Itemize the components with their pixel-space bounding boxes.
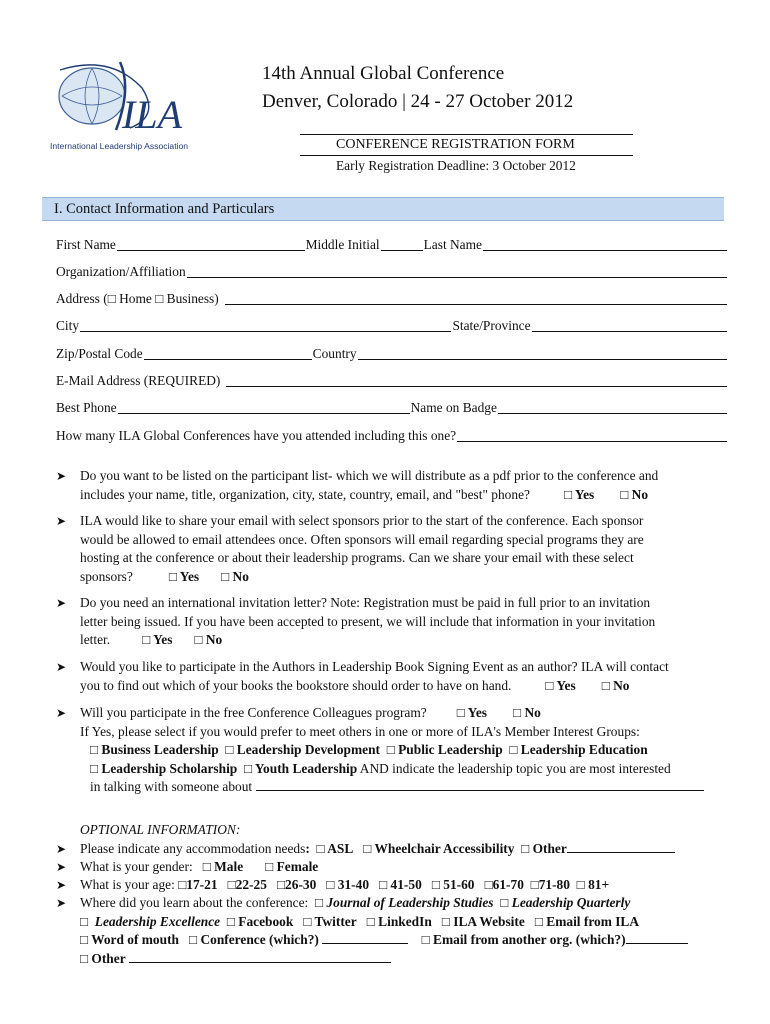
q1-yes-checkbox[interactable]: □ Yes bbox=[563, 486, 595, 502]
q1-no-checkbox[interactable]: □ No bbox=[620, 486, 649, 502]
other-accommodation-field[interactable] bbox=[567, 841, 675, 853]
state-field[interactable] bbox=[532, 319, 727, 332]
age-22-25-checkbox[interactable]: □22-25 bbox=[227, 877, 267, 892]
arrow-bullet-icon: ➤ bbox=[56, 469, 67, 483]
source-email-ila-checkbox[interactable]: □ Email from ILA bbox=[534, 913, 640, 929]
conferences-attended-field[interactable] bbox=[457, 429, 727, 442]
q3-no-checkbox[interactable]: □ No bbox=[194, 632, 223, 647]
organization-label: Organization/Affiliation bbox=[56, 264, 186, 279]
age-81-plus-checkbox[interactable]: □ 81+ bbox=[576, 877, 610, 892]
country-field[interactable] bbox=[358, 347, 727, 360]
address-row bbox=[56, 289, 728, 307]
source-other-checkbox[interactable]: □ Other bbox=[80, 950, 126, 966]
country-label: Country bbox=[312, 346, 357, 361]
email-label: E-Mail Address (REQUIRED) bbox=[56, 373, 221, 388]
arrow-bullet-icon: ➤ bbox=[56, 842, 67, 856]
q3-yes-checkbox[interactable]: □ Yes bbox=[142, 632, 173, 647]
source-conference-field[interactable] bbox=[322, 932, 408, 944]
state-label: State/Province bbox=[452, 318, 531, 333]
source-other-org-checkbox[interactable]: □ Email from another org. (which?) bbox=[421, 932, 626, 947]
arrow-bullet-icon: ➤ bbox=[56, 660, 67, 674]
mig-public-checkbox[interactable]: □ Public Leadership bbox=[386, 742, 503, 757]
city-label: City bbox=[56, 318, 80, 333]
source-lq-checkbox[interactable]: □ bbox=[500, 895, 509, 910]
conference-title: 14th Annual Global Conference bbox=[262, 63, 505, 84]
source-other-field[interactable] bbox=[129, 951, 391, 963]
best-phone-field[interactable] bbox=[118, 401, 410, 414]
gender-male-checkbox[interactable]: □ Male bbox=[202, 859, 244, 874]
badge-name-field[interactable] bbox=[498, 401, 727, 414]
age-17-21-checkbox[interactable]: □17-21 bbox=[178, 877, 218, 892]
conferences-attended-label: How many ILA Global Conferences have you attended including this one? bbox=[56, 428, 457, 443]
logo-subtitle: International Leadership Association bbox=[50, 141, 189, 151]
zip-label: Zip/Postal Code bbox=[56, 346, 143, 361]
source-linkedin-checkbox[interactable]: □ LinkedIn bbox=[366, 913, 432, 929]
q2-no-checkbox[interactable]: □ No bbox=[221, 568, 249, 584]
arrow-bullet-icon: ➤ bbox=[56, 896, 67, 910]
last-name-field[interactable] bbox=[483, 238, 727, 251]
last-name-label: Last Name bbox=[423, 237, 482, 252]
globe-shape bbox=[59, 68, 125, 124]
optional-heading: OPTIONAL INFORMATION: bbox=[80, 822, 241, 837]
best-phone-label: Best Phone bbox=[56, 400, 117, 415]
q4-no-checkbox[interactable]: □ No bbox=[601, 677, 630, 693]
q5-no-checkbox[interactable]: □ No bbox=[513, 705, 541, 720]
source-twitter-checkbox[interactable]: □ Twitter bbox=[303, 913, 357, 929]
header-rule-top bbox=[300, 134, 633, 135]
first-name-label: First Name bbox=[56, 237, 116, 252]
source-jls-checkbox[interactable]: □ bbox=[314, 895, 324, 910]
email-field[interactable] bbox=[226, 374, 727, 387]
source-facebook-checkbox[interactable]: □ Facebook bbox=[226, 913, 294, 929]
name-row bbox=[56, 235, 728, 253]
badge-name-label: Name on Badge bbox=[410, 400, 497, 415]
mig-education-checkbox[interactable]: □ Leadership Education bbox=[509, 742, 648, 757]
section-header bbox=[42, 197, 724, 221]
source-word-of-mouth-checkbox[interactable]: □ Word of mouth bbox=[80, 932, 179, 947]
conference-location-date: Denver, Colorado | 24 - 27 October 2012 bbox=[262, 91, 574, 112]
phone-row bbox=[56, 398, 728, 416]
arrow-bullet-icon: ➤ bbox=[56, 596, 67, 610]
asl-checkbox[interactable]: □ ASL bbox=[316, 841, 354, 856]
arrow-bullet-icon: ➤ bbox=[56, 878, 67, 892]
zip-row bbox=[56, 344, 728, 362]
source-conference-checkbox[interactable]: □ Conference (which?) bbox=[189, 932, 319, 947]
age-51-60-checkbox[interactable]: □ 51-60 bbox=[431, 877, 475, 892]
middle-initial-field[interactable] bbox=[381, 238, 423, 251]
header-rule-bottom bbox=[300, 155, 633, 156]
arrow-bullet-icon: ➤ bbox=[56, 860, 67, 874]
age-41-50-checkbox[interactable]: □ 41-50 bbox=[379, 877, 422, 892]
section-title: I. Contact Information and Particulars bbox=[54, 201, 275, 217]
mig-youth-checkbox[interactable]: □ Youth Leadership bbox=[243, 760, 358, 776]
organization-field[interactable] bbox=[187, 265, 727, 278]
address-label: Address (□ Home □ Business) bbox=[56, 291, 219, 306]
source-other-org-field[interactable] bbox=[626, 932, 688, 944]
q5-yes-checkbox[interactable]: □ Yes bbox=[456, 705, 488, 720]
city-row bbox=[56, 316, 728, 334]
address-field[interactable] bbox=[225, 292, 727, 305]
email-row bbox=[56, 371, 728, 389]
q2-yes-checkbox[interactable]: □ Yes bbox=[168, 568, 200, 584]
conferences-row bbox=[56, 426, 728, 444]
age-61-70-checkbox[interactable]: □61-70 bbox=[484, 877, 524, 892]
source-le-checkbox[interactable]: □ bbox=[80, 913, 89, 929]
city-field[interactable] bbox=[80, 319, 451, 332]
wheelchair-checkbox[interactable]: □ Wheelchair Accessibility bbox=[363, 841, 515, 856]
mig-scholarship-checkbox[interactable]: □ Leadership Scholarship bbox=[90, 760, 238, 776]
first-name-field[interactable] bbox=[117, 238, 305, 251]
mig-development-checkbox[interactable]: □ Leadership Development bbox=[225, 742, 380, 757]
middle-initial-label: Middle Initial bbox=[305, 237, 380, 252]
organization-row bbox=[56, 262, 728, 280]
form-title: CONFERENCE REGISTRATION FORM bbox=[336, 137, 575, 152]
ila-logo bbox=[50, 58, 220, 156]
age-71-80-checkbox[interactable]: □71-80 bbox=[530, 877, 570, 892]
q4-yes-checkbox[interactable]: □ Yes bbox=[545, 677, 576, 693]
age-26-30-checkbox[interactable]: □26-30 bbox=[276, 877, 317, 892]
topic-field[interactable] bbox=[256, 779, 704, 791]
age-31-40-checkbox[interactable]: □ 31-40 bbox=[326, 877, 370, 892]
zip-field[interactable] bbox=[144, 347, 312, 360]
deadline-text: Early Registration Deadline: 3 October 2012 bbox=[336, 158, 576, 173]
arrow-bullet-icon: ➤ bbox=[56, 514, 67, 528]
other-accommodation-checkbox[interactable]: □ Other bbox=[521, 841, 567, 856]
logo-wordmark: ILA bbox=[122, 92, 182, 137]
arrow-bullet-icon: ➤ bbox=[56, 706, 67, 720]
gender-female-checkbox[interactable]: □ Female bbox=[265, 859, 319, 874]
mig-business-checkbox[interactable]: □ Business Leadership bbox=[90, 742, 219, 757]
source-ila-website-checkbox[interactable]: □ ILA Website bbox=[441, 913, 525, 929]
